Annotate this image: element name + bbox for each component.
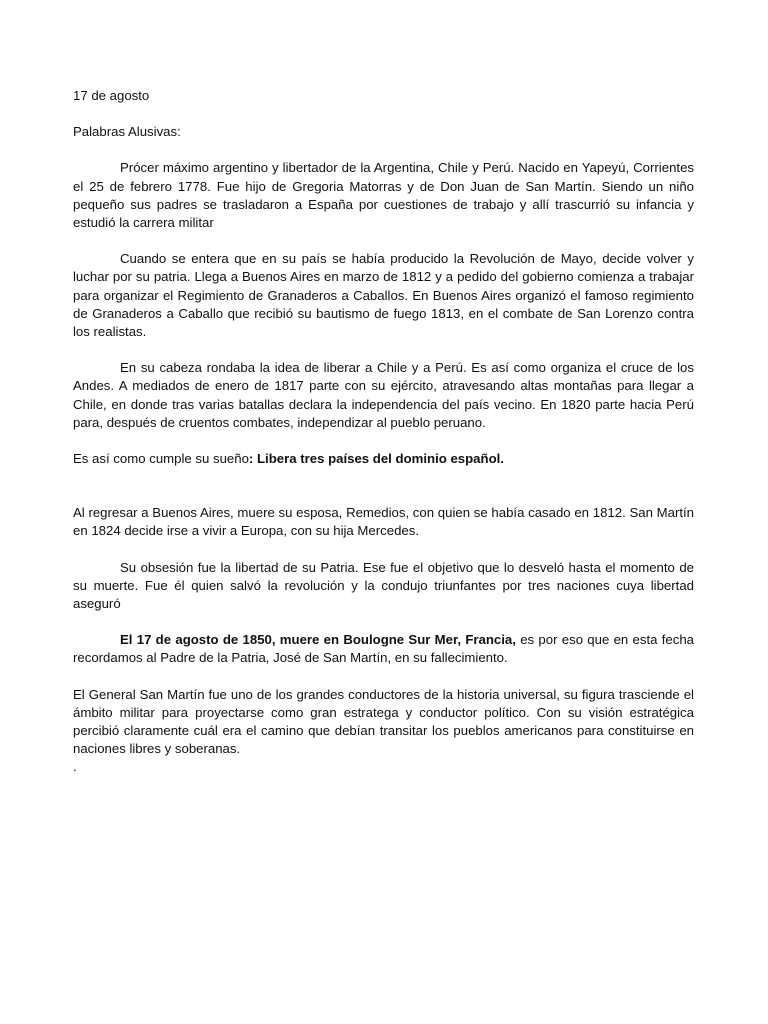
paragraph-obsession: Su obsesión fue la libertad de su Patria. Ese fue el objetivo que lo desveló hasta el momento de su muerte. Fue él quien salvó la revolución y la condujo triunfantes por tres naciones cuya libertad aseguró [73, 559, 694, 612]
paragraph-dream [73, 450, 694, 468]
paragraph-dream-prefix: Es así como cumple su sueño [73, 451, 249, 467]
document-body [73, 87, 694, 777]
trailing-mark: . [73, 759, 77, 775]
document-date: 17 de agosto [73, 88, 150, 103]
paragraph-birth: Prócer máximo argentino y libertador de la Argentina, Chile y Perú. Nacido en Yapeyú, Corrientes el 25 de febrero 1778. Fue hijo de Gregoria Matorras y de Don Juan de San Martín. Siendo un niño pequeño sus padres se trasladaron a España por cuestiones de trabajo y allí trascurrió su infancia y estudió la carrera militar [73, 160, 694, 231]
paragraph-death [73, 631, 694, 667]
paragraph-return: Cuando se entera que en su país se había producido la Revolución de Mayo, decide volver y luchar por su patria. Llega a Buenos Aires en marzo de 1812 y a pedido del gobierno comienza a trabajar para organizar el Regimiento de Granaderos a Caballos. En Buenos Aires organizó el famoso regimiento de Granaderos a Caballo que recibió su bautismo de fuego 1813, en el combate de San Lorenzo contra los realistas. [73, 251, 694, 340]
paragraph-europe: Al regresar a Buenos Aires, muere su esposa, Remedios, con quien se había casado en 1812. San Martín en 1824 decide irse a vivir a Europa, con su hija Mercedes. [73, 505, 694, 539]
paragraph-dream-bold: : Libera tres países del dominio español. [248, 451, 504, 467]
paragraph-legacy: El General San Martín fue uno de los grandes conductores de la historia universal, su figura trasciende el ámbito militar para proyectarse como gran estratega y conductor político. Con su visión estratégica percibió claramente cuál era el camino que debían transitar los pueblos americanos para constituirse en naciones libres y soberanas. [73, 686, 694, 757]
paragraph-andes: En su cabeza rondaba la idea de liberar a Chile y a Perú. Es así como organiza el cruce de los Andes. A mediados de enero de 1817 parte con su ejército, atravesando altas montañas para llegar a Chile, en donde tras varias batallas declara la independencia del país vecino. En 1820 parte hacia Perú para, después de cruentos combates, independizar al pueblo peruano. [73, 360, 694, 430]
paragraph-death-rest: es por eso que en esta fecha recordamos al Padre de la Patria, José de San Martín, en su fallecimiento. [73, 632, 695, 666]
paragraph-death-bold: El 17 de agosto de 1850, muere en Boulogne Sur Mer, Francia, [120, 632, 516, 648]
document-heading: Palabras Alusivas: [73, 124, 181, 140]
